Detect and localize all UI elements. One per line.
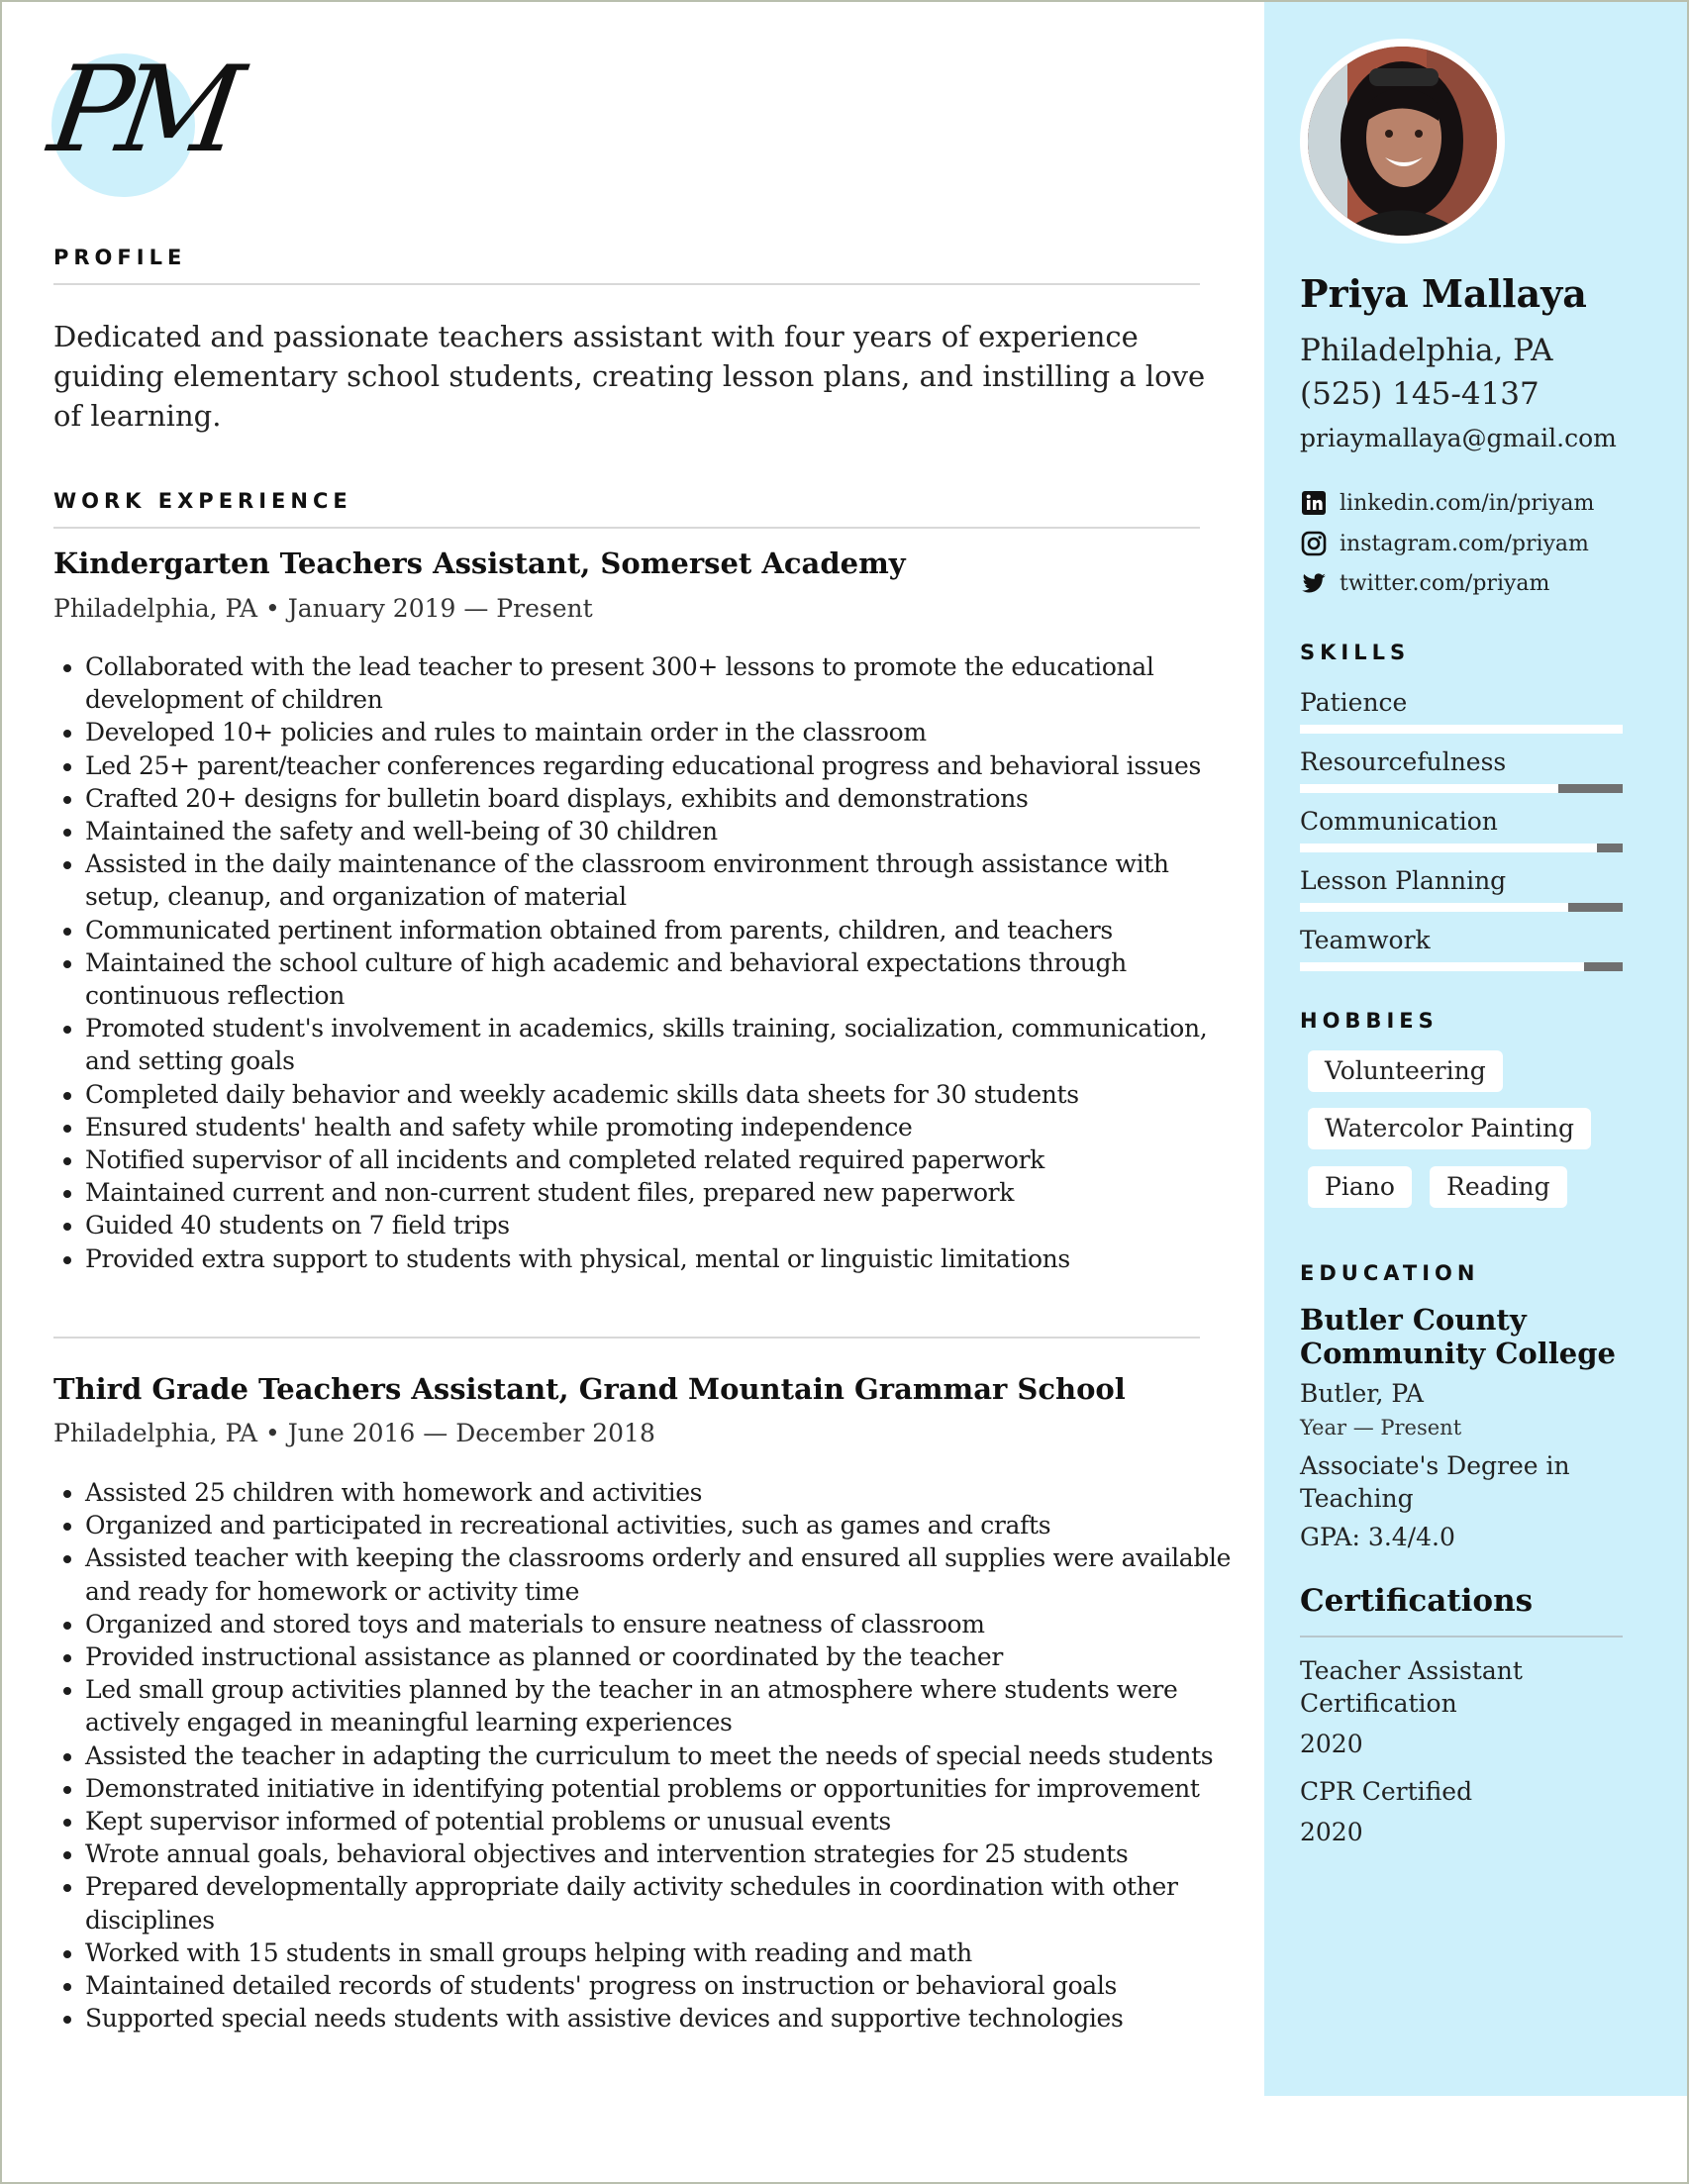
- skill-level-bar: [1300, 725, 1623, 734]
- job-bullet: • Collaborated with the lead teacher to present 300+ lessons to promote the educational development of children: [85, 650, 1248, 716]
- job-bullet: • Assisted 25 children with homework and activities: [85, 1476, 1248, 1509]
- job-bullet: • Organized and participated in recreational activities, such as games and crafts: [85, 1509, 1248, 1541]
- job-bullet: • Worked with 15 students in small groups helping with reading and math: [85, 1936, 1248, 1969]
- skill-level-fill: [1300, 844, 1597, 852]
- skill-level-bar: [1300, 844, 1623, 852]
- certification-name: CPR Certified: [1300, 1777, 1473, 1806]
- hobbies-heading: HOBBIES: [1300, 1009, 1439, 1033]
- profile-summary: Dedicated and passionate teachers assistant with four years of experience guiding elementary school students, creating lesson plans, and instilling a love of learning.: [53, 320, 1206, 433]
- certifications-divider: [1300, 1636, 1623, 1638]
- contact-email[interactable]: priaymallaya@gmail.com: [1300, 424, 1617, 452]
- job-bullet: • Notified supervisor of all incidents and completed related required paperwork: [85, 1143, 1248, 1176]
- job-bullet: • Assisted teacher with keeping the classrooms orderly and ensured all supplies were available and ready for homework or activity time: [85, 1541, 1248, 1607]
- education-school: Butler County Community College: [1300, 1303, 1616, 1370]
- certification-year: 2020: [1300, 1730, 1363, 1758]
- education-degree: Associate's Degree in Teaching: [1300, 1451, 1570, 1513]
- skill-level-fill: [1300, 903, 1568, 912]
- instagram-icon: [1300, 530, 1328, 557]
- job-bullet: • Completed daily behavior and weekly academic skills data sheets for 30 students: [85, 1078, 1248, 1111]
- job-bullet: • Ensured students' health and safety while promoting independence: [85, 1111, 1248, 1143]
- job-bullet-list: [53, 650, 1248, 1275]
- skill-level-bar: [1300, 784, 1623, 793]
- job-bullet: • Wrote annual goals, behavioral objectives and intervention strategies for 25 students: [85, 1837, 1248, 1870]
- linkedin-icon: [1300, 489, 1328, 517]
- skills-heading: SKILLS: [1300, 641, 1411, 664]
- work-experience-heading: WORK EXPERIENCE: [53, 489, 352, 513]
- job-meta: Philadelphia, PA • June 2016 — December 2018: [53, 1419, 655, 1447]
- avatar: [1308, 47, 1497, 236]
- profile-divider: [53, 283, 1200, 285]
- linkedin-url: linkedin.com/in/priyam: [1340, 490, 1595, 516]
- job-title: Third Grade Teachers Assistant, Grand Mountain Grammar School: [53, 1372, 1126, 1406]
- education-location: Butler, PA: [1300, 1379, 1424, 1408]
- job-bullet: • Led 25+ parent/teacher conferences regarding educational progress and behavioral issues: [85, 749, 1248, 782]
- skill-label: Communication: [1300, 807, 1498, 836]
- education-dates: Year — Present: [1300, 1416, 1462, 1439]
- job-bullet: • Supported special needs students with assistive devices and supportive technologies: [85, 2002, 1248, 2035]
- job-bullet: • Guided 40 students on 7 field trips: [85, 1209, 1248, 1241]
- certification-year: 2020: [1300, 1818, 1363, 1846]
- job-bullet: • Promoted student's involvement in academics, skills training, socialization, communication, and setting goals: [85, 1012, 1248, 1077]
- page-bottom-margin: [2, 2096, 1687, 2182]
- job-divider: [53, 1337, 1200, 1339]
- hobby-tag: Volunteering: [1308, 1050, 1503, 1092]
- job-bullet: • Communicated pertinent information obtained from parents, children, and teachers: [85, 914, 1248, 946]
- job-meta: Philadelphia, PA • January 2019 — Present: [53, 594, 593, 623]
- job-bullet: • Provided extra support to students with physical, mental or linguistic limitations: [85, 1242, 1248, 1275]
- job-bullet-list: [53, 1476, 1248, 2035]
- job-bullet: • Demonstrated initiative in identifying potential problems or opportunities for improvement: [85, 1772, 1248, 1805]
- skill-label: Patience: [1300, 688, 1408, 717]
- education-heading: EDUCATION: [1300, 1261, 1480, 1285]
- job-bullet: • Organized and stored toys and materials to ensure neatness of classroom: [85, 1608, 1248, 1640]
- job-bullet: • Assisted in the daily maintenance of the classroom environment through assistance with setup, cleanup, and organization of material: [85, 847, 1248, 913]
- job-bullet: • Maintained the safety and well-being of 30 children: [85, 815, 1248, 847]
- job-bullet: • Maintained the school culture of high academic and behavioral expectations through continuous reflection: [85, 946, 1248, 1012]
- contact-phone: (525) 145-4137: [1300, 376, 1540, 412]
- avatar-photo-icon: [1308, 47, 1497, 236]
- resume-page: [2, 2, 1687, 2182]
- skill-level-fill: [1300, 962, 1584, 971]
- candidate-name: Priya Mallaya: [1300, 271, 1587, 316]
- job-bullet: • Kept supervisor informed of potential problems or unusual events: [85, 1805, 1248, 1837]
- twitter-url: twitter.com/priyam: [1340, 570, 1550, 596]
- hobby-tag: Watercolor Painting: [1308, 1108, 1591, 1149]
- job-title: Kindergarten Teachers Assistant, Somerset Academy: [53, 546, 906, 580]
- skill-label: Teamwork: [1300, 926, 1431, 954]
- job-bullet: • Developed 10+ policies and rules to maintain order in the classroom: [85, 716, 1248, 748]
- job-bullet: • Crafted 20+ designs for bulletin board displays, exhibits and demonstrations: [85, 782, 1248, 815]
- job-bullet: • Maintained current and non-current student files, prepared new paperwork: [85, 1176, 1248, 1209]
- twitter-link[interactable]: [1300, 569, 1549, 597]
- twitter-icon: [1300, 569, 1328, 597]
- profile-heading: PROFILE: [53, 246, 187, 269]
- instagram-link[interactable]: [1300, 530, 1589, 557]
- skill-level-fill: [1300, 725, 1623, 734]
- job-bullet: • Prepared developmentally appropriate daily activity schedules in coordination with other disciplines: [85, 1870, 1248, 1936]
- job-bullet: • Led small group activities planned by the teacher in an atmosphere where students were actively engaged in meaningful learning experiences: [85, 1673, 1248, 1738]
- linkedin-link[interactable]: [1300, 489, 1594, 517]
- work-experience-divider: [53, 527, 1200, 529]
- skill-label: Lesson Planning: [1300, 866, 1507, 895]
- hobby-tag: Piano: [1308, 1166, 1412, 1208]
- instagram-url: instagram.com/priyam: [1340, 531, 1589, 556]
- contact-location: Philadelphia, PA: [1300, 333, 1553, 368]
- certifications-heading: Certifications: [1300, 1583, 1534, 1619]
- hobby-tag: Reading: [1430, 1166, 1567, 1208]
- skill-label: Resourcefulness: [1300, 747, 1507, 776]
- monogram: PM: [42, 42, 240, 179]
- job-bullet: • Assisted the teacher in adapting the curriculum to meet the needs of special needs students: [85, 1739, 1248, 1772]
- skill-level-fill: [1300, 784, 1558, 793]
- certification-name: Teacher Assistant Certification: [1300, 1656, 1523, 1718]
- skill-level-bar: [1300, 903, 1623, 912]
- job-bullet: • Provided instructional assistance as planned or coordinated by the teacher: [85, 1640, 1248, 1673]
- education-gpa: GPA: 3.4/4.0: [1300, 1523, 1455, 1551]
- skill-level-bar: [1300, 962, 1623, 971]
- job-bullet: • Maintained detailed records of students' progress on instruction or behavioral goals: [85, 1969, 1248, 2002]
